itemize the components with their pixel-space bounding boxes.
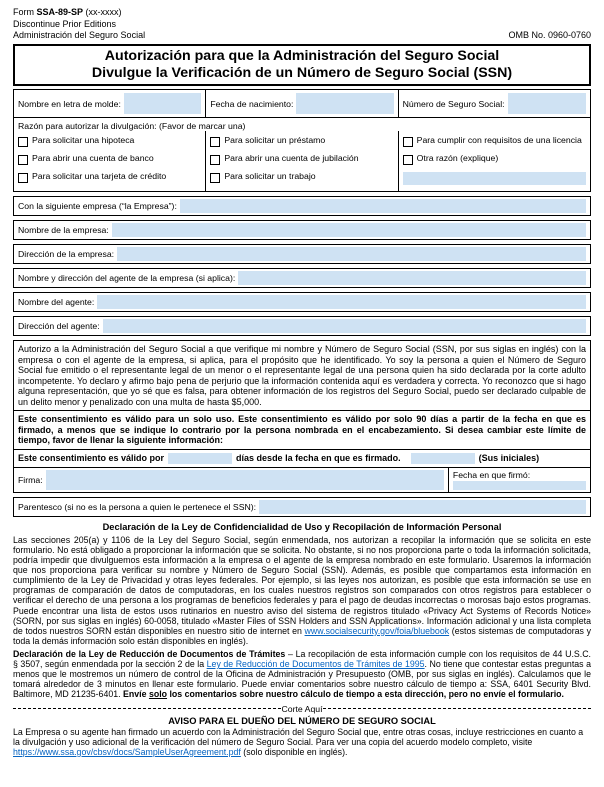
company-address-label: Dirección de la empresa: — [18, 249, 115, 260]
privacy-text-after: (estos sistemas de computadoras y toda la demás información solo están disponibles en inglés). — [13, 625, 591, 646]
ssn-input[interactable] — [508, 93, 586, 114]
agency-line: Administración del Seguro Social — [13, 30, 146, 41]
agent-header-input[interactable] — [238, 271, 586, 285]
reason-header: Razón para autorizar la divulgación: (Favor de marcar una) — [18, 121, 246, 132]
checkbox-icon[interactable] — [18, 173, 28, 183]
privacy-act-paragraph — [13, 535, 591, 646]
consent-duration-line — [14, 449, 590, 467]
cut-here-line — [13, 704, 591, 714]
cut-dashes-right — [323, 708, 591, 709]
valid-middle: días desde la fecha en que es firmado. — [236, 453, 401, 464]
paperwork-heading: Declaración de la Ley de Reducción de Documentos de Trámites — [13, 649, 286, 660]
cut-here-label: Corte Aquí — [281, 703, 323, 714]
agent-name-input[interactable] — [97, 295, 586, 309]
identity-reason-table — [13, 89, 591, 192]
privacy-act-heading: Declaración de la Ley de Confidencialidad de Uso y Recopilación de Información Personal — [102, 521, 502, 532]
form-number: SSA-89-SP — [36, 7, 84, 17]
checkbox-license[interactable] — [403, 136, 586, 150]
checkbox-icon[interactable] — [210, 137, 220, 147]
days-input[interactable] — [168, 453, 232, 464]
company-address-input[interactable] — [117, 247, 586, 261]
reason-col-2 — [205, 131, 397, 191]
checkbox-other-reason[interactable] — [403, 154, 586, 168]
form-revision: (xx-xxxx) — [83, 7, 122, 17]
paperwork-reduction-paragraph — [13, 649, 591, 700]
relationship-input[interactable] — [259, 500, 586, 514]
company-name-input[interactable] — [112, 223, 586, 237]
name-input[interactable] — [124, 93, 201, 114]
checkbox-bank-account[interactable] — [18, 154, 201, 168]
authorization-paragraph: Autorizo a la Administración del Seguro Social a que verifique mi nombre y Número de Seguro Social (SSN, por sus siglas en inglés) con la empresa o con el agente de la empresa, si aplica, para el propósito que he identificado. Yo soy la persona a quien el Número de Seguro Social fue emitido o el representante legal de un menor o el representante legal de una persona quien ha sido declarada por la corte adulto incompetente. Yo declaro y afirmo bajo pena de perjurio que la información contenida aquí es verdadera y correcta. Yo reconozco que si hago alguna representación, que yo sé que es falsa, para obtener información de los registros del Seguro Social, puedo ser declarado culpable de un delito menor y penalizado con una multa de hasta $5,000. — [18, 344, 586, 407]
paperwork-bold-1: Envíe — [123, 689, 149, 700]
company-name-label: Nombre de la empresa: — [18, 225, 109, 236]
with-company-row — [13, 196, 591, 216]
paperwork-bold-2: los comentarios sobre nuestro cálculo de tiempo a esta dirección, pero no envíe el formulario. — [167, 689, 564, 700]
form-title-line1: Autorización para que la Administración del Seguro Social — [104, 47, 500, 64]
bluebook-link[interactable]: www.socialsecurity.gov/foia/bluebook — [304, 625, 450, 636]
notice-heading: AVISO PARA EL DUEÑO DEL NÚMERO DE SEGURO SOCIAL — [168, 715, 436, 726]
dob-label: Fecha de nacimiento: — [210, 98, 294, 109]
checkbox-label: Para abrir una cuenta de banco — [32, 153, 154, 164]
with-company-label: Con la siguiente empresa (“la Empresa”): — [18, 201, 177, 212]
date-signed-input[interactable] — [453, 481, 586, 490]
paperwork-act-link[interactable]: Ley de Reducción de Documentos de Trámites de 1995 — [206, 659, 425, 670]
reason-col-3 — [398, 131, 590, 191]
checkbox-label: Para abrir una cuenta de jubilación — [224, 153, 359, 164]
checkbox-icon[interactable] — [210, 173, 220, 183]
form-title — [13, 44, 591, 87]
checkbox-label: Para solicitar una hipoteca — [32, 135, 135, 146]
valid-suffix: (Sus iniciales) — [478, 453, 540, 464]
checkbox-icon[interactable] — [403, 137, 413, 147]
notice-text-after: (solo disponible en inglés). — [240, 746, 348, 757]
ssn-cell — [398, 90, 590, 117]
company-name-row — [13, 220, 591, 240]
name-label: Nombre en letra de molde: — [18, 98, 121, 109]
dob-input[interactable] — [296, 93, 393, 114]
form-header — [13, 7, 591, 42]
signature-label: Firma: — [18, 474, 43, 485]
notice-paragraph — [13, 727, 591, 757]
signature-cell — [14, 468, 448, 492]
reason-checkbox-grid — [14, 131, 590, 191]
form-title-line2: Divulgue la Verificación de un Número de Seguro Social (SSN) — [91, 64, 513, 81]
sample-agreement-link[interactable]: https://www.ssa.gov/cbsv/docs/SampleUserAgreement.pdf — [13, 746, 241, 757]
checkbox-retirement-account[interactable] — [210, 154, 393, 168]
privacy-text: Las secciones 205(a) y 1106 de la Ley del Seguro Social, según enmendada, nos autorizan a recopilar la información que se solicita en este formulario. No está obligado a proporcionar la información que se solicita. No obstante, si no nos proporciona parte o toda la información solicitada, podría impedir que divulguemos esta información a la empresa o el agente de la empresa nombrado en este formulario. Usaremos la información que nos proporciona para verificar su nombre y Número de Seguro Social (SSN). Además, es posible que compartamos esta información en cumplimiento de la Ley de Privacidad y otras leyes federales. Por ejemplo, si las leyes nos autorizan, es posible que esta información se use en programas de comparación de datos de computadoras, en los cuales nuestros registros son comparados con otros registros para establecer o verificar el derecho de una persona a los programas de beneficios federales y para el pago de deudas incorrectas o morosas bajo estos programas. Puede encontrar una lista de estos usos rutinarios en nuestro aviso del sistema de registros titulado «Privacy Act Systems of Records Notice» (SORN, por sus siglas en inglés) 60-0058, titulado «Master Files of SSN Holders and SSN Applications». Información adicional y una lista completa de todos nuestros SORN están disponibles en nuestro sitio de internet en — [13, 534, 591, 636]
date-signed-cell — [448, 468, 590, 492]
checkbox-label: Para cumplir con requisitos de una licencia — [416, 135, 582, 146]
other-reason-input[interactable] — [403, 172, 586, 185]
checkbox-icon[interactable] — [403, 155, 413, 165]
checkbox-label: Para solicitar una tarjeta de crédito — [32, 171, 167, 182]
paperwork-text-1: – La recopilación de esta información cumple con los requisitos de 44 U.S.C. § 3507, según enmendada por la sección 2 de la — [13, 649, 592, 670]
notice-text: La Empresa o su agente han firmado un acuerdo con la Administración del Seguro Social que, entre otras cosas, incluye restricciones en cuanto a la divulgación y uso adicional de la verificación del número de Seguro Social. Para ver una copia del acuerdo modelo completo, visite — [13, 726, 584, 747]
checkbox-credit-card[interactable] — [18, 172, 201, 186]
date-signed-label: Fecha en que firmó: — [452, 469, 531, 480]
checkbox-icon[interactable] — [18, 155, 28, 165]
cut-dashes-left — [13, 708, 281, 709]
company-address-row — [13, 244, 591, 264]
signature-row — [14, 467, 590, 492]
discontinue-line: Discontinue Prior Editions — [13, 18, 117, 29]
relationship-label: Parentesco (si no es la persona a quien le pertenece el SSN): — [18, 501, 257, 512]
form-id-block — [13, 7, 145, 42]
agent-name-row — [13, 292, 591, 312]
checkbox-label: Para solicitar un préstamo — [224, 135, 326, 146]
ssn-label: Número de Seguro Social: — [402, 98, 505, 109]
paperwork-bold-underline: solo — [148, 689, 168, 700]
with-company-input[interactable] — [180, 199, 586, 213]
initials-input[interactable] — [411, 453, 475, 464]
agent-header-label: Nombre y dirección del agente de la empresa (si aplica): — [18, 273, 236, 284]
agent-address-label: Dirección del agente: — [18, 321, 100, 332]
agent-name-label: Nombre del agente: — [18, 297, 95, 308]
checkbox-mortgage[interactable] — [18, 136, 201, 150]
checkbox-label: Otra razón (explique) — [416, 153, 499, 164]
form-word: Form — [13, 7, 37, 17]
relationship-row — [13, 497, 591, 517]
paperwork-text-2: . No tiene que contestar estas preguntas a menos que le mostremos un número de control de la Oficina de Administración y Presupuesto (OMB, por sus siglas en inglés). Calculamos que le tomará alrededor de 3 minutos en llenar este formulario. Puede enviar comentarios sobre nuestro cálculo de tiempo a: SSA, 6401 Security Blvd. Baltimore, MD 21235-6401. — [13, 659, 591, 700]
omb-number: OMB No. 0960-0760 — [508, 30, 591, 41]
checkbox-icon[interactable] — [18, 137, 28, 147]
agent-header-row — [13, 268, 591, 288]
agent-address-row — [13, 316, 591, 336]
name-cell — [14, 90, 205, 117]
checkbox-job[interactable] — [210, 172, 393, 186]
form-number-line — [13, 7, 145, 19]
identity-row — [14, 90, 590, 118]
reason-col-1 — [14, 131, 205, 191]
agent-address-input[interactable] — [103, 319, 586, 333]
checkbox-icon[interactable] — [210, 155, 220, 165]
checkbox-loan[interactable] — [210, 136, 393, 150]
authorization-block — [13, 340, 591, 493]
valid-prefix: Este consentimiento es válido por — [18, 453, 165, 464]
signature-input[interactable] — [46, 470, 444, 490]
consent-paragraph: Este consentimiento es válido para un solo uso. Este consentimiento es válido por solo 90 días a partir de la fecha en que es firmado, a menos que se indique lo contrario por la persona nombrada en el encabezamiento. Si desea cambiar este límite de tiempo, favor de llenar la siguiente información: — [14, 410, 590, 449]
dob-cell — [205, 90, 397, 117]
checkbox-label: Para solicitar un trabajo — [224, 171, 316, 182]
